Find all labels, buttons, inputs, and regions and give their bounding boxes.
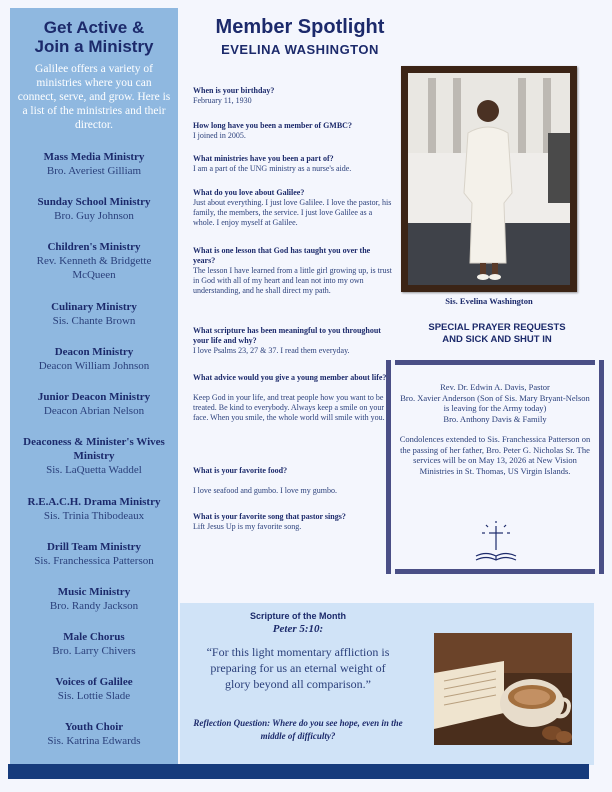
member-photo-frame	[401, 66, 577, 292]
qa-item	[193, 512, 393, 532]
qa-item	[193, 326, 393, 356]
ministry-item	[10, 390, 178, 418]
reflection-question: Reflection Question: Where do you see hope, even in the middle of difficulty?	[193, 718, 403, 741]
ministry-name: Male Chorus	[63, 631, 125, 643]
sidebar-title-line2: Join a Ministry	[34, 37, 154, 56]
ministry-item	[10, 630, 178, 658]
qa-question: What scripture has been meaningful to you throughout your life and why?	[193, 326, 381, 345]
member-photo	[408, 73, 570, 285]
prayer-content	[397, 382, 593, 476]
spotlight-title: Member Spotlight	[215, 16, 385, 38]
ministry-item	[10, 345, 178, 373]
ministry-director: Sis. Lottie Slade	[57, 690, 131, 702]
ministry-name: Sunday School Ministry	[37, 196, 151, 208]
ministry-name: Youth Choir	[64, 721, 124, 733]
ministry-item	[10, 675, 178, 703]
ministry-item	[10, 495, 178, 523]
qa-item	[193, 466, 393, 496]
qa-question: What advice would you give a young member about life?	[193, 373, 387, 382]
qa-answer: February 11, 1930	[193, 96, 252, 105]
member-photo-illustration	[408, 73, 570, 285]
ministry-name: Junior Deacon Ministry	[37, 391, 151, 403]
qa-answer: I am a part of the UNG ministry as a nurse's aide.	[193, 164, 352, 173]
condolence-notice: Condolences extended to Sis. Franchessica Patterson on the passing of her father, Bro. Peter G. Nicholas Sr. The services will be on May 13, 2026 at New Vision Ministries in St. Thomas, US Virgin Islands.	[399, 434, 591, 476]
ministry-name: Music Ministry	[57, 586, 131, 598]
photo-caption: Sis. Evelina Washington	[445, 296, 533, 306]
ministry-director: Bro. Randy Jackson	[49, 600, 139, 612]
ministry-name: Culinary Ministry	[51, 301, 137, 313]
prayer-title-line1: SPECIAL PRAYER REQUESTS	[428, 322, 566, 333]
ministry-director: Bro. Larry Chivers	[52, 645, 136, 657]
qa-answer: I love seafood and gumbo. I love my gumbo.	[193, 486, 337, 495]
qa-item	[193, 86, 393, 106]
ministry-director: Rev. Kenneth & Bridgette McQueen	[36, 255, 152, 281]
qa-item	[193, 154, 393, 174]
ministry-name: Drill Team Ministry	[46, 541, 142, 553]
ministry-item	[10, 300, 178, 328]
qa-item	[193, 121, 393, 141]
qa-item	[193, 246, 393, 296]
ministry-director: Bro. Averiest Gilliam	[46, 165, 142, 177]
qa-answer: I joined in 2005.	[193, 131, 246, 140]
spotlight-member-name: EVELINA WASHINGTON	[221, 42, 379, 57]
prayer-title-line2: AND SICK AND SHUT IN	[442, 334, 552, 345]
ministry-director: Deacon William Johnson	[38, 360, 150, 372]
ministry-director: Sis. Trinia Thibodeaux	[43, 510, 145, 522]
ministry-name: Voices of Galilee	[55, 676, 133, 688]
sidebar-title	[10, 18, 178, 56]
ministry-director: Bro. Guy Johnson	[54, 210, 134, 222]
sidebar-title-line1: Get Active &	[43, 18, 145, 37]
ministry-name: Deaconess & Minister's Wives Ministry	[23, 436, 165, 462]
ministry-name: Children's Ministry	[47, 241, 141, 253]
qa-question: What do you love about Galilee?	[193, 188, 305, 197]
qa-answer: Keep God in your life, and treat people how you want to be treated. Be kind to everybody. Always keep a smile on your face. When you smile, the whole world will smile with you.	[193, 393, 385, 422]
qa-question: What is your favorite food?	[193, 466, 288, 475]
ministry-item	[10, 720, 178, 748]
ministry-name: Deacon Ministry	[54, 346, 134, 358]
bible-cross-icon	[473, 520, 519, 571]
ministry-item	[10, 150, 178, 178]
qa-question: What is one lesson that God has taught you over the years?	[193, 246, 371, 265]
qa-item	[193, 188, 393, 228]
scripture-reference: Peter 5:10:	[272, 623, 324, 635]
ministry-item	[10, 240, 178, 282]
prayer-request: Bro. Xavier Anderson (Son of Sis. Mary Bryant-Nelson is leaving for the Army today)	[400, 392, 590, 413]
scripture-of-the-month	[180, 603, 594, 765]
ministry-item	[10, 585, 178, 613]
ministry-name: Mass Media Ministry	[43, 151, 145, 163]
ministry-sidebar	[10, 8, 178, 770]
qa-question: What ministries have you been a part of?	[193, 154, 334, 163]
ministry-director: Sis. Katrina Edwards	[47, 735, 141, 747]
scripture-verse: “For this light momentary affliction is preparing for us an eternal weight of glory beyond all comparison.”	[206, 645, 390, 691]
ministry-name: R.E.A.C.H. Drama Ministry	[27, 496, 161, 508]
prayer-requests-title	[392, 322, 602, 346]
sidebar-intro: Galilee offers a variety of ministries where you can connect, serve, and grow. Here is a list of the ministries and their director.	[17, 63, 171, 131]
qa-item	[193, 373, 393, 423]
ministry-item	[10, 195, 178, 223]
ministry-director: Sis. Chante Brown	[52, 315, 136, 327]
qa-answer: The lesson I have learned from a little girl growing up, is trust in God with all of my heart and lean not into my own understanding, and he shall direct my path.	[193, 266, 392, 295]
ministry-director: Deacon Abrian Nelson	[43, 405, 145, 417]
qa-answer: Just about everything. I just love Galilee. I love the pastor, his family, the members, the service. I just love Galilee as a whole. I enjoy myself at Galilee.	[193, 198, 392, 227]
qa-question: What is your favorite song that pastor sings?	[193, 512, 346, 521]
scripture-heading: Scripture of the Month	[250, 611, 346, 621]
prayer-requests-box	[386, 360, 604, 574]
qa-answer: I love Psalms 23, 27 & 37. I read them everyday.	[193, 346, 350, 355]
qa-question: How long have you been a member of GMBC?	[193, 121, 352, 130]
qa-question: When is your birthday?	[193, 86, 275, 95]
prayer-request: Bro. Anthony Davis & Family	[443, 413, 547, 424]
prayer-request: Rev. Dr. Edwin A. Davis, Pastor	[440, 382, 550, 392]
ministry-director: Sis. LaQuetta Waddel	[46, 464, 142, 476]
coffee-bible-photo	[434, 633, 572, 745]
ministry-item	[10, 435, 178, 477]
ministry-director: Sis. Franchessica Patterson	[34, 555, 154, 567]
ministry-item	[10, 540, 178, 568]
qa-answer: Lift Jesus Up is my favorite song.	[193, 522, 302, 531]
footer-bar	[8, 764, 589, 779]
